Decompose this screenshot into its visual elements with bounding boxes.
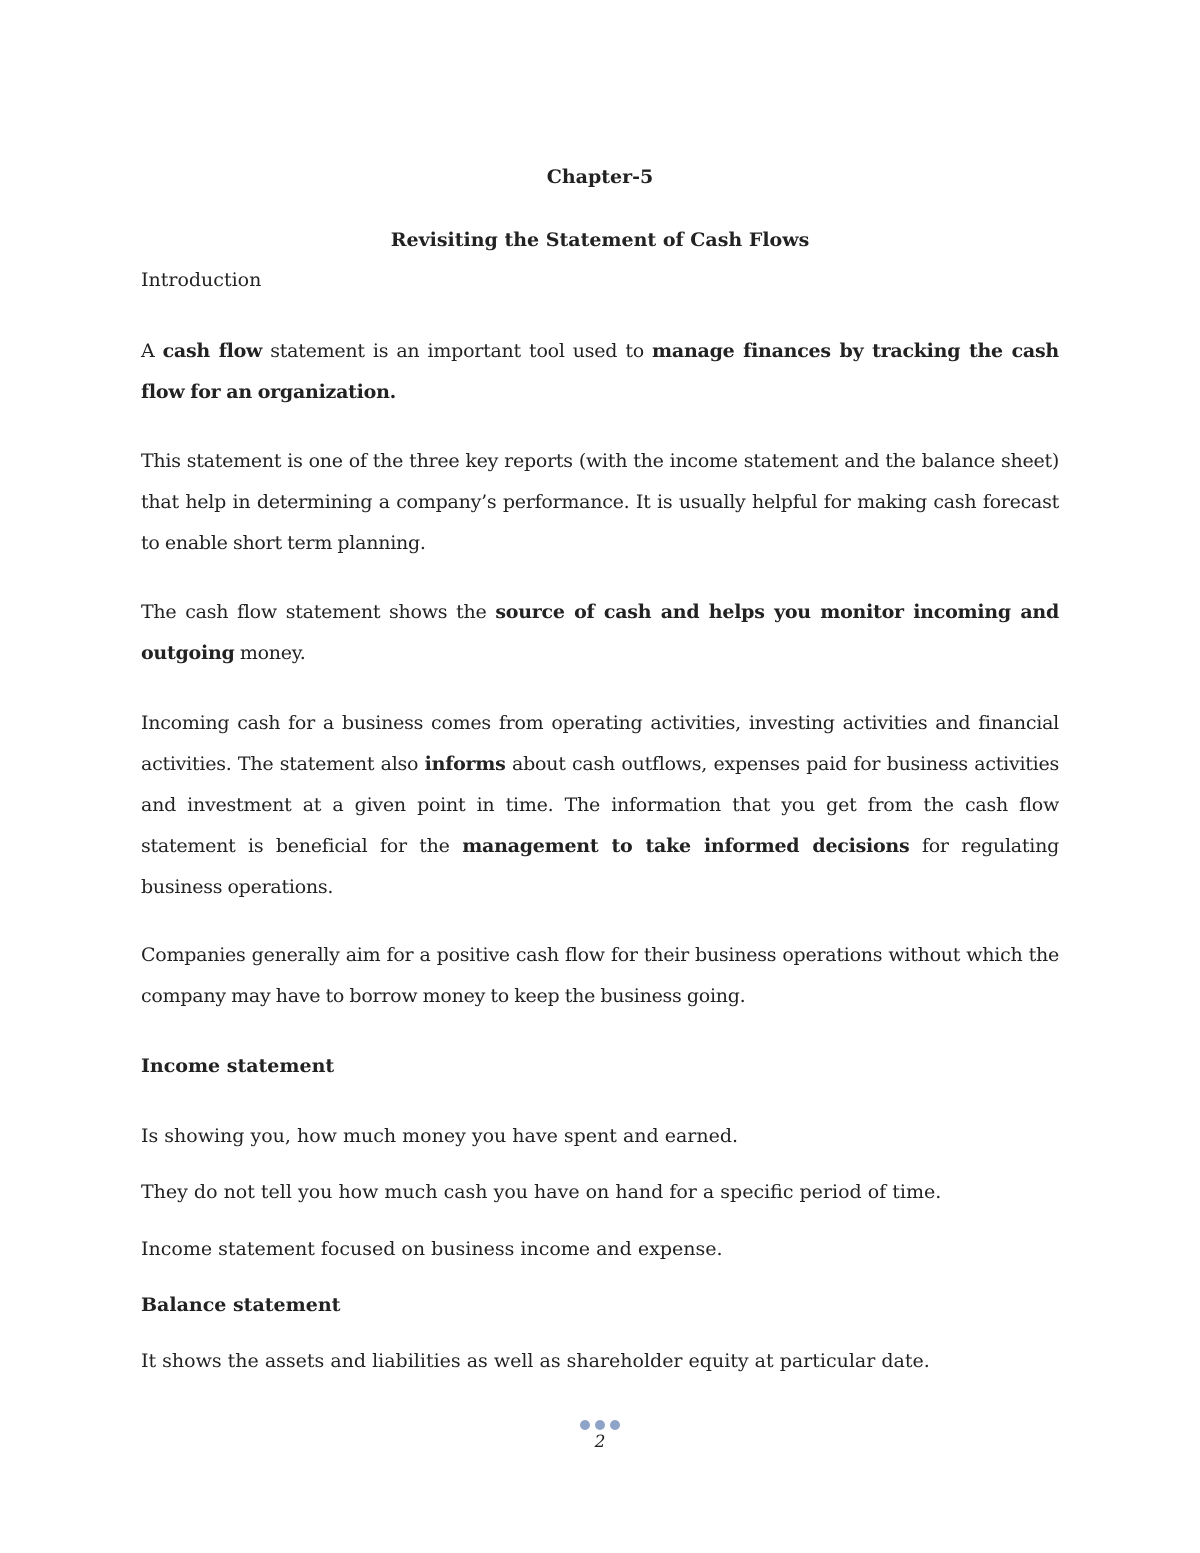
chapter-label: Chapter-5 (546, 166, 654, 188)
bold-run: cash flow (162, 340, 263, 362)
page-number: 2 (594, 1432, 606, 1452)
footer-dot (595, 1420, 605, 1430)
paragraph-source-of-cash (141, 592, 1059, 674)
paragraph-key-reports: This statement is one of the three key reports (with the income statement and the balance sheet) that help in determining a company’s performance. It is usually helpful for making cash forecast to enable short term planning. (141, 450, 1059, 554)
text-run: The cash flow statement shows the (141, 601, 496, 623)
balance-statement-heading: Balance statement (141, 1294, 341, 1316)
footer-dot (580, 1420, 590, 1430)
bold-run: management to take informed decisions (462, 835, 910, 857)
footer-dots-icon (578, 1418, 622, 1432)
bold-run: source of cash and helps you monitor incoming and outgoing (141, 601, 1059, 664)
income-line-2: They do not tell you how much cash you have on hand for a specific period of time. (141, 1181, 942, 1203)
intro-heading: Introduction (141, 269, 262, 291)
balance-line: It shows the assets and liabilities as well as shareholder equity at particular date. (141, 1350, 930, 1372)
page-title: Revisiting the Statement of Cash Flows (390, 229, 810, 251)
text-run: for regulating business operations. (141, 835, 1060, 898)
income-line-3: Income statement focused on business income and expense. (141, 1238, 723, 1260)
paragraph-cash-flow-definition (141, 331, 1059, 413)
bold-run: manage finances by tracking the cash flow for an organization. (141, 340, 1059, 403)
income-statement-heading: Income statement (141, 1055, 335, 1077)
paragraph-incoming-cash (141, 703, 1059, 908)
footer-dot (610, 1420, 620, 1430)
text-run: statement is an important tool used to (262, 340, 653, 362)
text-run: Incoming cash for a business comes from operating activities, investing activities and financial activities. The statement also (141, 712, 1059, 775)
text-run: money. (234, 642, 306, 664)
text-run: about cash outflows, expenses paid for business activities and investment at a given point in time. The information that you get from the cash flow statement is beneficial for the (141, 753, 1059, 857)
bold-run: informs (424, 753, 506, 775)
income-line-1: Is showing you, how much money you have spent and earned. (141, 1125, 739, 1147)
paragraph-positive-cash-flow: Companies generally aim for a positive cash flow for their business operations without which the company may have to borrow money to keep the business going. (141, 944, 1059, 1007)
text-run: A (141, 340, 163, 362)
